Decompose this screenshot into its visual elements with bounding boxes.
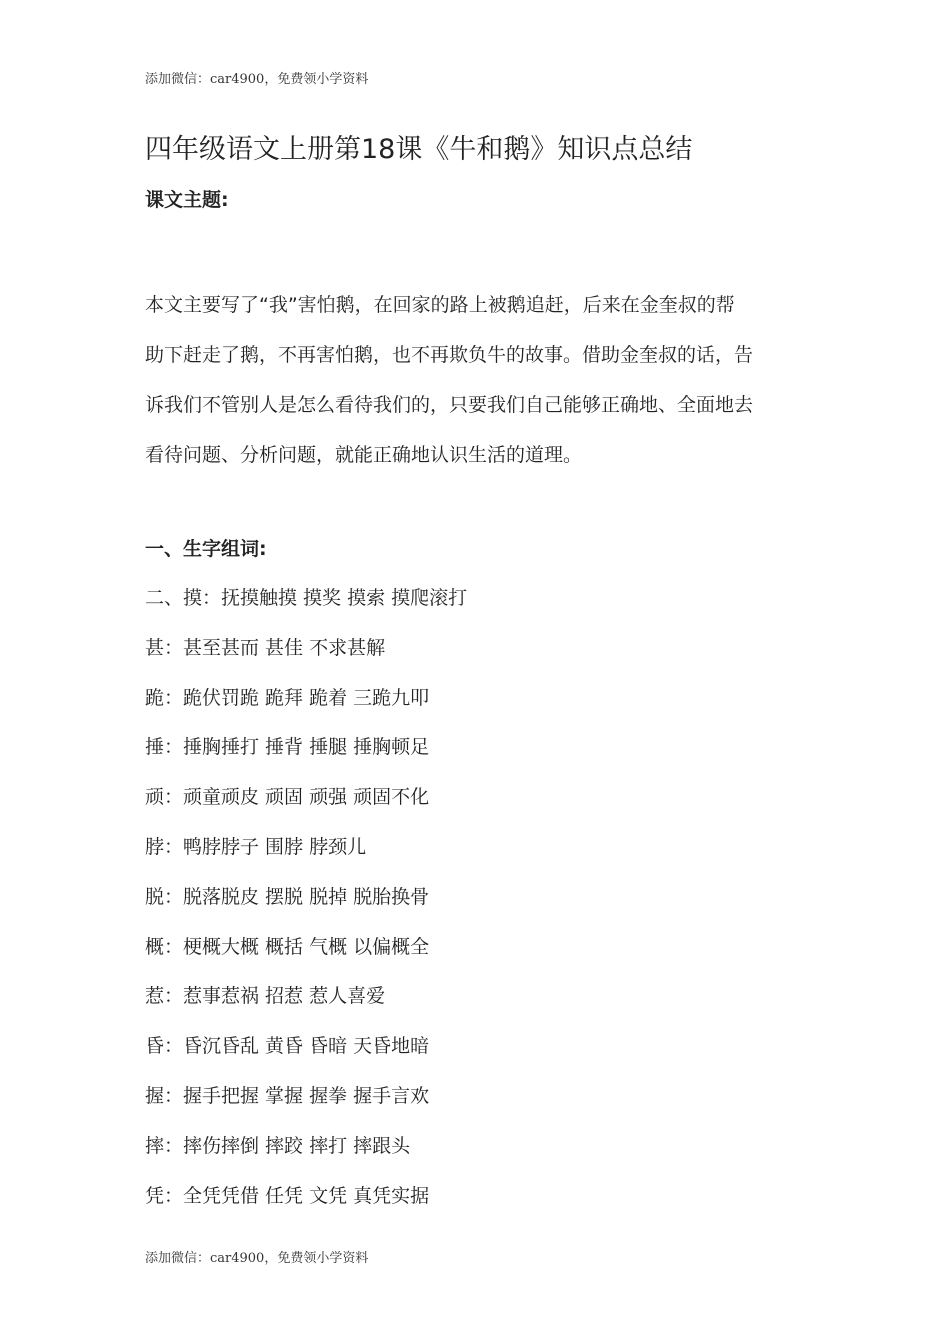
vocab-row: 跪：跪伏罚跪 跪拜 跪着 三跪九叩 xyxy=(145,686,430,709)
vocab-heading: 一、生字组词: xyxy=(145,538,267,560)
vocab-row: 凭：全凭凭借 任凭 文凭 真凭实据 xyxy=(145,1184,430,1207)
vocab-row: 甚：甚至甚而 甚佳 不求甚解 xyxy=(145,636,386,659)
vocab-row: 二、摸：抚摸触摸 摸奖 摸索 摸爬滚打 xyxy=(145,587,468,609)
vocab-row: 脱：脱落脱皮 摆脱 脱掉 脱胎换骨 xyxy=(145,885,430,908)
vocab-row: 惹：惹事惹祸 招惹 惹人喜爱 xyxy=(145,985,386,1008)
footer-watermark-note: 添加微信：car4900，免费领小学资料 xyxy=(145,1251,369,1266)
summary-line: 本文主要写了“我”害怕鹅，在回家的路上被鹅追赶，后来在金奎叔的帮 xyxy=(145,294,735,316)
vocab-row: 昏：昏沉昏乱 黄昏 昏暗 天昏地暗 xyxy=(145,1035,430,1058)
summary-line: 诉我们不管别人是怎么看待我们的，只要我们自己能够正确地、全面地去 xyxy=(145,394,754,416)
summary-line: 助下赶走了鹅，不再害怕鹅，也不再欺负牛的故事。借助金奎叔的话，告 xyxy=(145,344,754,366)
vocab-row: 捶：捶胸捶打 捶背 捶腿 捶胸顿足 xyxy=(145,736,430,759)
vocab-list xyxy=(145,574,467,1221)
vocab-row: 顽：顽童顽皮 顽固 顽强 顽固不化 xyxy=(145,786,430,809)
vocab-row: 握：握手把握 掌握 握拳 握手言欢 xyxy=(145,1084,430,1107)
summary-paragraph xyxy=(145,280,810,480)
vocab-row: 脖：鸭脖脖子 围脖 脖颈儿 xyxy=(145,835,367,858)
theme-heading: 课文主题: xyxy=(145,189,229,211)
summary-line: 看待问题、分析问题，就能正确地认识生活的道理。 xyxy=(145,444,583,466)
document-title: 四年级语文上册第18课《牛和鹅》知识点总结 xyxy=(145,134,693,165)
vocab-row: 摔：摔伤摔倒 摔跤 摔打 摔跟头 xyxy=(145,1134,411,1157)
header-watermark-note: 添加微信：car4900，免费领小学资料 xyxy=(145,72,369,87)
vocab-row: 概：梗概大概 概括 气概 以偏概全 xyxy=(145,935,430,958)
